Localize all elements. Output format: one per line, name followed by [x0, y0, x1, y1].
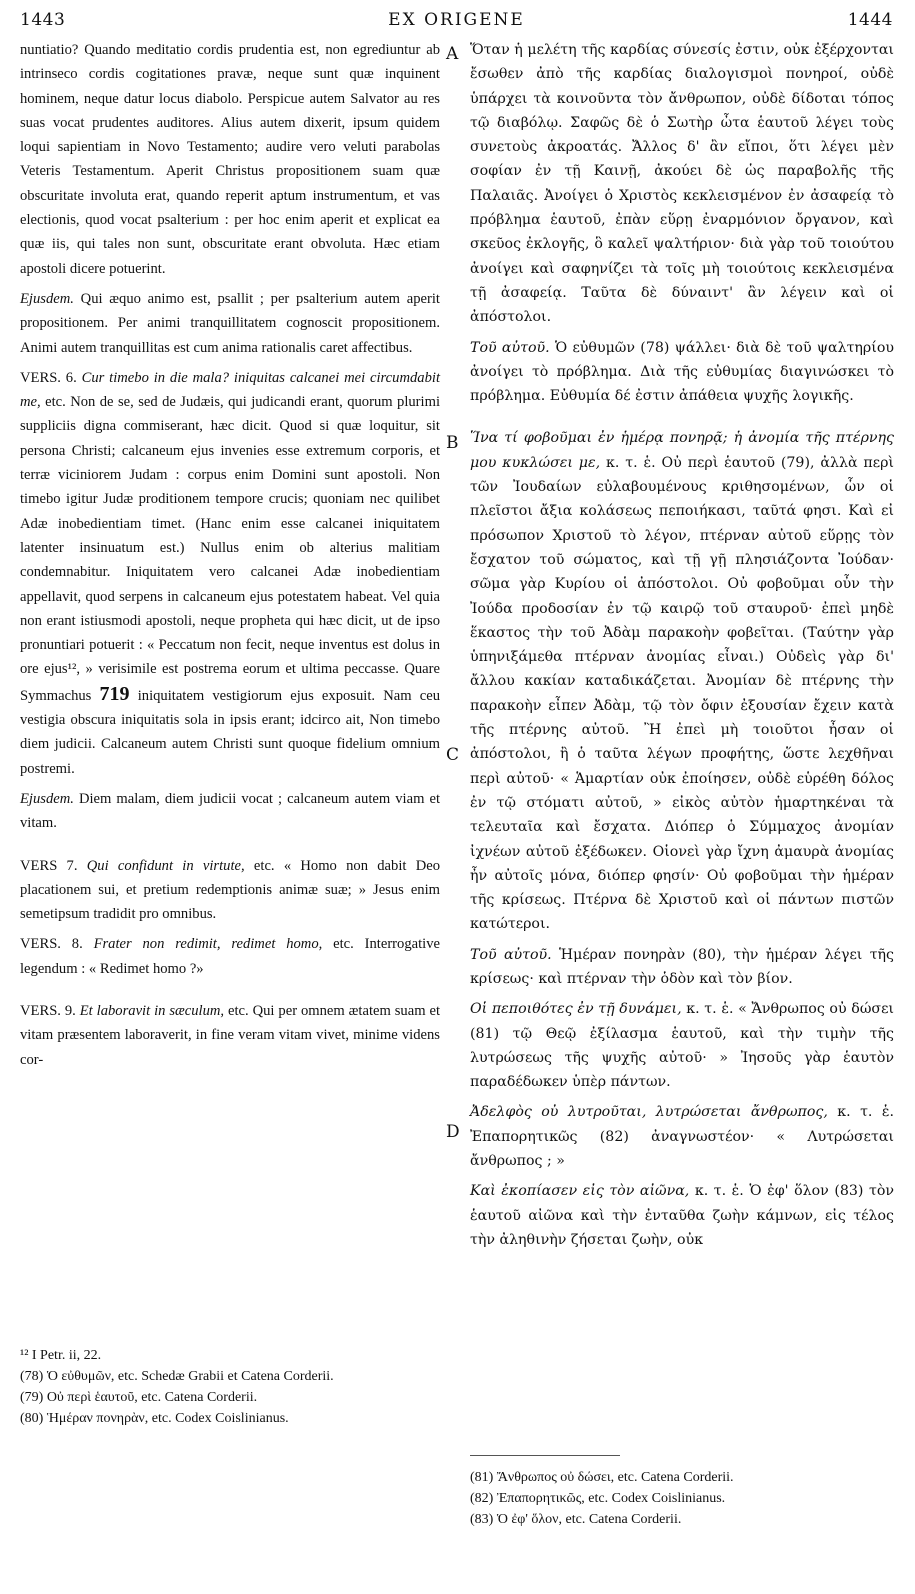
- margin-mark-d: D: [446, 1122, 460, 1142]
- margin-mark-a: A: [446, 44, 459, 64]
- verse-label: VERS 7.: [20, 857, 78, 874]
- verse-label: VERS. 6.: [20, 369, 77, 386]
- greek-paragraph: Ἀδελφὸς οὐ λυτροῦται, λυτρώσεται ἄνθρωπος, κ. τ. ἑ. Ἐπαπορητικῶς (82) ἀναγνωστέον· « Λυτρώσεται ἄνθρωπος ; »: [470, 1104, 895, 1170]
- greek-column: [470, 38, 894, 1252]
- running-header: [20, 10, 893, 34]
- latin-paragraph: VERS. 8. Frater non redimit, redimet homo, etc. Interrogative legendum : « Redimet homo ?»: [20, 936, 440, 977]
- footnote: (83) Ὁ ἐφ' ὅλον, etc. Catena Corderii.: [470, 1512, 682, 1527]
- footnote-rule: [470, 1455, 620, 1456]
- footnotes-right: [470, 1467, 894, 1530]
- verse-title: Et laboravit in sæculum,: [75, 1002, 225, 1019]
- footnote: ¹² I Petr. ii, 22.: [20, 1348, 102, 1363]
- greek-paragraph: Καὶ ἐκοπίασεν εἰς τὸν αἰῶνα, κ. τ. ἑ. Ὁ ἐφ' ὅλον (83) τὸν ἑαυτοῦ αἰῶνα καὶ τὴν ἐνταῦθα ζωὴν κάμνων, εἰς τέλος τὴν ἀληθινὴν ζήσεται ζωὴν, οὐκ: [470, 1183, 894, 1248]
- verse-label: VERS. 9.: [20, 1002, 76, 1019]
- footnote: (78) Ὁ εὐθυμῶν, etc. Schedæ Grabii et Catena Corderii.: [20, 1369, 334, 1384]
- verse-title: Οἱ πεποιθότες ἐν τῇ δυνάμει,: [470, 1001, 682, 1018]
- verse-title: Cur timebo in die mala? iniquitas calcanei mei circumdabit me,: [20, 369, 440, 411]
- section-label: Τοῦ αὐτοῦ.: [470, 946, 552, 963]
- latin-paragraph: VERS 7. Qui confidunt in virtute, etc. « Homo non dabit Deo placationem sui, et pretium redemptionis animæ suæ; » Jesus enim semetipsum tradidit pro omnibus.: [20, 857, 441, 923]
- verse-title: Qui confidunt in virtute,: [77, 857, 245, 874]
- right-page-number: 1444: [847, 10, 893, 30]
- verse-title: Ἵνα τί φοβοῦμαι ἐν ἡμέρᾳ πονηρᾷ; ἡ ἀνομία τῆς πτέρνης μου κυκλώσει με,: [470, 430, 894, 471]
- greek-paragraph: Ἵνα τί φοβοῦμαι ἐν ἡμέρᾳ πονηρᾷ; ἡ ἀνομία τῆς πτέρνης μου κυκλώσει με, κ. τ. ἑ. Οὐ περὶ ἑαυτοῦ (79), ἀλλὰ περὶ τῶν Ἰουδαίων εὐλαβουμένους κριθησομένων, ὧν οἱ πλεῖστοι ἄξια κολάσεως πεποιήκασι, ταῦτά φησι. Καὶ εἰ πρόσωπον Χριστοῦ τὸ λέγον, πτέρναν αὐτοῦ εὕρῃς τὸν ἔσχατον τοῦ σώματος, καὶ τῇ γῇ πλησιάζοντα Ἰούδαν· σῶμα γὰρ Κυρίου οἱ ἀπόστολοι. Οὐ φοβοῦμαι οὖν τὴν Ἰούδα προδοσίαν ἐν τῷ καιρῷ τοῦ σταυροῦ· ἐπεὶ μηδὲ ἕκαστος τὴν τοῦ Ἀδὰμ παρακοὴν φοβεῖται. (Ταύτην γὰρ ὑπηνιξάμεθα πτέρναν ἀνομίας εἶναι.) Οὐδεὶς γὰρ δι' ἄλλου κακίαν καταδικάζεται. Ἀνομίαν δὲ πτέρνης τὴν παρακοὴν εἶπεν Ἀδὰμ, τῷ τὸν ὄφιν ἐξουσίαν ἔχειν κατὰ τῆς πτέρνης αὐτοῦ. Ἢ ἐπεὶ μὴ τοιοῦτοι ἦσαν οἱ ἀπόστολοι, ἢ ὁ ταῦτα λέγων προφήτης, ὥστε λεχθῆναι περὶ αὐτοῦ· « Ἁμαρτίαν οὐκ ἐποίησεν, οὐδὲ εὑρέθη δόλος ἐν τῷ στόματι αὐτοῦ, » εἰκὸς αὐτὸν ἡμαρτηκέναι τὰ τελευταῖα καὶ ἔσχατα. Διόπερ ὁ Σύμμαχος ἀνομίαν ἰχνέων αὐτοῦ ἐξέδωκεν. Οἱονεὶ γὰρ ἴχνη ἀμαυρὰ ἀνομίας ἦν αὐτοῖς μόνα, διόπερ φησίν· Οὐ φοβοῦμαι τὴν ἡμέραν τῆς κρίσεως. Πτέρνα δὲ Χριστοῦ καὶ οἱ πάντων πιστῶν κατώτεροι.: [470, 430, 894, 933]
- section-label: Ejusdem.: [20, 290, 74, 307]
- verse-title: Ἀδελφὸς οὐ λυτροῦται, λυτρώσεται ἄνθρωπος,: [470, 1104, 828, 1121]
- verse-title: Frater non redimit, redimet homo,: [82, 936, 323, 953]
- margin-mark-c: C: [446, 745, 460, 765]
- footnote: (82) Ἐπαπορητικῶς, etc. Codex Coislinianus.: [470, 1491, 726, 1506]
- section-label: Ejusdem.: [20, 790, 74, 807]
- greek-paragraph: Οἱ πεποιθότες ἐν τῇ δυνάμει, κ. τ. ἑ. « Ἄνθρωπος οὐ δώσει (81) τῷ Θεῷ ἐξίλασμα ἑαυτοῦ, καὶ τὴν τιμὴν τῆς λυτρώσεως τῆς ψυχῆς αὐτοῦ· » Ἰησοῦς γὰρ ἑαυτὸν παραδέδωκεν ὑπὲρ πάντων.: [470, 1001, 894, 1091]
- latin-column: [20, 38, 440, 1072]
- footnotes-left: [20, 1345, 440, 1429]
- latin-paragraph: VERS. 9. Et laboravit in sæculum, etc. Qui per omnem ætatem suam et vitam præsentem laboraverit, in fine veram vitam vivet, minime videns cor-: [20, 1002, 441, 1068]
- greek-paragraph: Τοῦ αὐτοῦ. Ἡμέραν πονηρὰν (80), τὴν ἡμέραν λέγει τῆς κρίσεως· καὶ πτέρναν τὴν ὁδὸν καὶ τὸν βίον.: [470, 946, 894, 987]
- footnote: (81) Ἄνθρωπος οὐ δώσει, etc. Catena Corderii.: [470, 1470, 734, 1485]
- latin-paragraph: nuntiatio? Quando meditatio cordis prudentia est, non egrediuntur ab intrinseco cordis cogitationes pravæ, neque sunt quæ inquinent hominem, neque datur locus diabolo. Perspicue autem Salvator au res suas vocat prudentes auditores. Alius autem dixerit, ipsum quidem loqui sapientiam in Novo Testamento; audire vero veluti parabolas Veteris Testamentum. Aperit Christus propositionem suam quæ obscuritate involuta erat, quando reperit aptum instrumentum, et vas electionis, quod vocat psalterium : per hoc enim aperit et explicat ea quæ iis, qui tales non sunt, obscuritate erant obvoluta. Hæc etiam apostoli dicere potuerint.: [20, 42, 440, 277]
- greek-paragraph: Ὅταν ἡ μελέτη τῆς καρδίας σύνεσίς ἐστιν, οὐκ ἐξέρχονται ἔσωθεν ἀπὸ τῆς καρδίας διαλογισμοὶ πονηροί, οὐδὲ ὑπάρχει τὰ κοινοῦντα τὸν ἄνθρωπον, οὐδὲ δίδοται τόπος τῷ διαβόλῳ. Σαφῶς δὲ ὁ Σωτὴρ ὦτα ἑαυτοῦ λέγει τοὺς συνετοὺς ἀκροατάς. Ἄλλος δ' ἂν εἴποι, ὅτι λέγει μὲν σοφίαν ἐν τῇ Καινῇ, ἀκούει δὲ ὡς παραβολῆς τῆς Παλαιᾶς. Ἀνοίγει ὁ Χριστὸς κεκλεισμένον ἐν ἀσαφείᾳ τὸ πρόβλημα ἑαυτοῦ, ἐπὰν εὕρῃ ἐναρμόνιον ὄργανον, καὶ σκεῦος ἐκλογῆς, ὃ καλεῖ ψαλτήριον· διὰ γὰρ τοῦ τοιούτου ἀνοίγει καὶ σαφηνίζει τὰ τοῖς μὴ τοιούτοις κεκλεισμένα τῇ ἀσαφείᾳ. Ταῦτα δὲ δύναιντ' ἂν λέγειν καὶ οἱ ἀπόστολοι.: [470, 42, 894, 326]
- footnote: (79) Οὐ περὶ ἑαυτοῦ, etc. Catena Corderii.: [20, 1390, 258, 1405]
- section-label: Τοῦ αὐτοῦ.: [470, 339, 550, 356]
- margin-mark-b: B: [446, 433, 459, 453]
- latin-paragraph: VERS. 6. Cur timebo in die mala? iniquitas calcanei mei circumdabit me, etc. Non de se, sed de Judæis, qui judicandi erant, quorum plurimi suppliciis digna commiserant, hæc dicit. Quod si quæ loquitur, sit persona Christi; calcaneum ejus invenies esse extremum corporis, et terræ viciniorem Judam : corpus enim Domini sunt apostoli. Non timebo igitur Judæ proditionem tempore crucis; quoniam nec quilibet Adæ inobedientiam timet. (Hanc enim esse calcanei iniquitatem latenter insinuatum est.) Nullus enim ob alterius malitiam condemnabitur. Iniquitatem vero calcanei Adæ inobedientiam appellavit, quod serpens in calcaneum ejus potestatem habeat. Vel quia non erant istiusmodi apostoli, neque propheta qui hæc dicit, ut de ipso pronuntiari potuerit : « Peccatum non fecit, neque inventus est dolus in ore ejus¹², » verisimile est postrema eorum et ultima peccasse. Quare Symmachus 719 iniquitatem vestigiorum ejus exposuit. Nam ceu vestigia obscura iniquitatis sola in ipsis erant; idcirco ait, Non timebo diem judicii. Calcaneum autem Christi sunt quoque fidelium omnium postremi.: [20, 369, 441, 777]
- greek-paragraph: Τοῦ αὐτοῦ. Ὁ εὐθυμῶν (78) ψάλλει· διὰ δὲ τοῦ ψαλτηρίου ἀνοίγει τὸ πρόβλημα. Διὰ τῆς εὐθυμίας διαγινώσκει τὸ πρόβλημα. Εὐθυμία δέ ἐστιν ἀπάθεια ψυχῆς λογικῆς.: [470, 339, 894, 405]
- running-title: EX ORIGENE: [388, 10, 525, 30]
- verse-label: VERS. 8.: [20, 936, 83, 953]
- verse-title: Καὶ ἐκοπίασεν εἰς τὸν αἰῶνα,: [470, 1183, 690, 1200]
- left-page-number: 1443: [20, 10, 66, 30]
- latin-paragraph: Ejusdem. Qui æquo animo est, psallit ; per psalterium autem aperit propositionem. Per animi tranquillitatem cognoscit propositionem. Animi autem tranquillitas est cum anima rationalis caret affectibus.: [20, 290, 440, 356]
- footnote: (80) Ἡμέραν πονηρὰν, etc. Codex Coislinianus.: [20, 1411, 289, 1426]
- latin-paragraph: Ejusdem. Diem malam, diem judicii vocat ; calcaneum autem viam et vitam.: [20, 790, 440, 832]
- column-number: 719: [99, 682, 130, 705]
